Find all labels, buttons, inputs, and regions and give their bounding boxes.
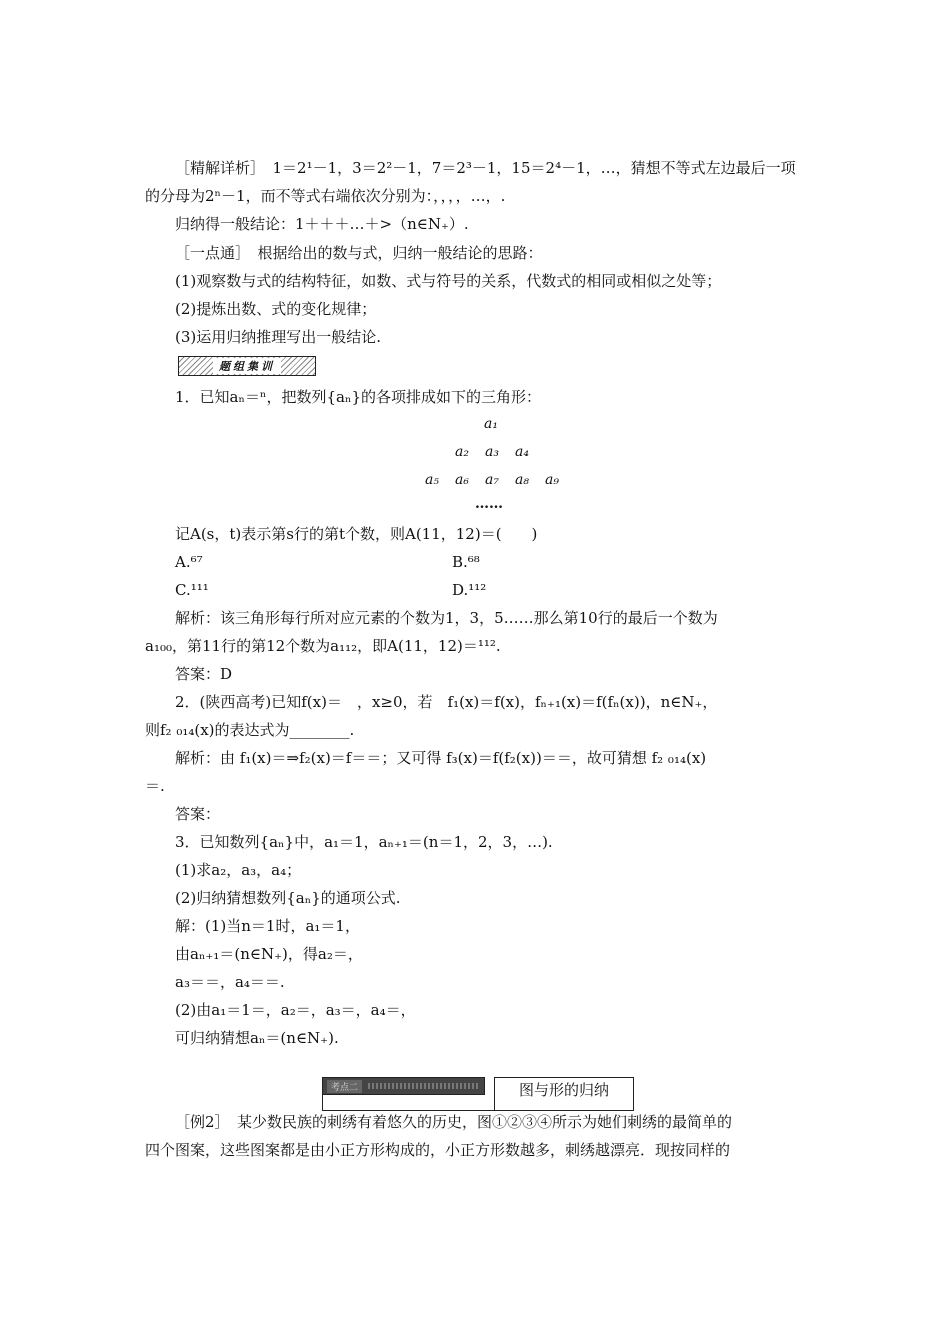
text-line: (1)观察数与式的结构特征，如数、式与符号的关系，代数式的相同或相似之处等； xyxy=(175,272,722,290)
text-line: a₃＝＝，a₄＝＝. xyxy=(175,973,285,991)
problem-2: 2．(陕西高考)已知f(x)＝ ，x≥0，若 f₁(x)＝f(x)，fₙ₊₁(x)＝f(fₙ(x))，n∈N₊， xyxy=(175,693,718,711)
option-a: A.⁶⁷ xyxy=(175,553,203,571)
problem-1: 1．已知aₙ＝ⁿ，把数列{aₙ}的各项排成如下的三角形： xyxy=(175,388,541,406)
text-line: 可归纳猜想aₙ＝(n∈N₊). xyxy=(175,1029,339,1047)
text-line: 记A(s，t)表示第s行的第t个数，则A(11，12)＝( ) xyxy=(175,525,538,543)
example-2: ［例2］ 某少数民族的刺绣有着悠久的历史，图①②③④所示为她们刺绣的最简单的 xyxy=(175,1113,733,1131)
section-tag: 考点二 xyxy=(327,1080,362,1093)
text-line: (3)运用归纳推理写出一般结论. xyxy=(175,328,382,346)
text-line: ［精解详析］ 1＝2¹－1，3＝2²－1，7＝2³－1，15＝2⁴－1，…，猜想不等式左边最后一项 xyxy=(175,159,796,177)
text-line: 解析：该三角形每行所对应元素的个数为1，3，5……那么第10行的最后一个数为 xyxy=(175,609,718,627)
triangle-item: a₂ xyxy=(455,444,469,460)
triangle-item: a₅ xyxy=(425,472,439,488)
decorative-stripe xyxy=(368,1083,478,1089)
text-line: 则f₂ ₀₁₄(x)的表达式为________. xyxy=(145,721,355,739)
section-banner xyxy=(178,356,316,376)
text-line: 的分母为2ⁿ－1，而不等式右端依次分别为：，，，，…，. xyxy=(145,187,506,205)
triangle-item: a₄ xyxy=(515,444,529,460)
text-line: (2)由a₁＝1＝，a₂＝，a₃＝，a₄＝， xyxy=(175,1001,416,1019)
text-line: ＝. xyxy=(145,777,165,795)
section-title: 图与形的归纳 xyxy=(494,1077,634,1111)
section-header xyxy=(322,1077,634,1111)
triangle-dots: …… xyxy=(475,496,503,512)
text-line: 解析：由 f₁(x)＝⇒f₂(x)＝f＝＝；又可得 f₃(x)＝f(f₂(x))＝＝，故可猜想 f₂ ₀₁₄(x) xyxy=(175,749,707,767)
text-line: (1)求a₂，a₃，a₄； xyxy=(175,861,302,879)
decorative-bracket xyxy=(322,1095,494,1111)
text-line: 解：(1)当n＝1时，a₁＝1， xyxy=(175,917,360,935)
answer-2: 答案： xyxy=(175,805,221,823)
text-line: (2)提炼出数、式的变化规律； xyxy=(175,300,377,318)
option-c: C.¹¹¹ xyxy=(175,581,209,599)
banner-label: 题组集训 xyxy=(213,358,281,374)
triangle-item: a₇ xyxy=(485,472,499,488)
option-b: B.⁶⁸ xyxy=(452,553,480,571)
option-d: D.¹¹² xyxy=(452,581,487,599)
triangle-item: a₈ xyxy=(515,472,529,488)
text-line: 由aₙ₊₁＝(n∈N₊)，得a₂＝， xyxy=(175,945,363,963)
triangle-item: a₃ xyxy=(485,444,499,460)
problem-3: 3．已知数列{aₙ}中，a₁＝1，aₙ₊₁＝(n＝1，2，3，…). xyxy=(175,833,553,851)
text-line: 四个图案，这些图案都是由小正方形构成的，小正方形数越多，刺绣越漂亮．现按同样的 xyxy=(145,1141,731,1159)
answer-1: 答案：D xyxy=(175,665,233,683)
section-tag-bar xyxy=(322,1077,485,1095)
text-line: (2)归纳猜想数列{aₙ}的通项公式. xyxy=(175,889,401,907)
triangle-item: a₁ xyxy=(484,416,498,432)
triangle-item: a₆ xyxy=(455,472,469,488)
triangle-item: a₉ xyxy=(545,472,559,488)
text-line: a₁₀₀，第11行的第12个数为a₁₁₂，即A(11，12)＝¹¹². xyxy=(145,637,501,655)
text-line: 归纳得一般结论：1＋＋＋…＋>（n∈N₊）. xyxy=(175,215,469,233)
text-line: ［一点通］ 根据给出的数与式，归纳一般结论的思路： xyxy=(175,244,543,262)
